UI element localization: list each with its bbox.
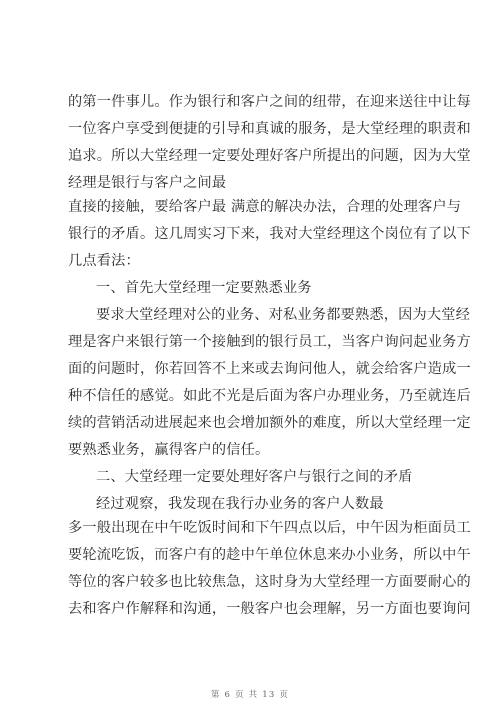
page-number: 第 6 页 共 13 页 bbox=[210, 690, 290, 700]
text-line: 理是客户来银行第一个接触到的银行员工，当客户询问起业务方 bbox=[68, 334, 471, 350]
text-line: 追求。所以大堂经理一定要处理好客户所提出的问题，因为大堂 bbox=[68, 148, 471, 164]
text-line: 一位客户享受到便捷的引导和真诚的服务，是大堂经理的职责和 bbox=[68, 121, 471, 137]
text-line: 要轮流吃饭，而客户有的趁中午单位休息来办小业务，所以中午 bbox=[68, 547, 471, 563]
text-line: 的第一件事儿。作为银行和客户之间的纽带，在迎来送往中让每 bbox=[68, 94, 471, 110]
text-line: 要熟悉业务，赢得客户的信任。 bbox=[68, 442, 270, 458]
text-line: 几点看法： bbox=[68, 253, 140, 269]
section-heading: 一、首先大堂经理一定要熟悉业务 bbox=[96, 280, 312, 296]
text-line: 续的营销活动进展起来也会增加额外的难度，所以大堂经理一定 bbox=[68, 415, 471, 431]
text-line: 面的问题时，你若回答不上来或去询问他人，就会给客户造成一 bbox=[68, 361, 471, 377]
section-heading: 二、大堂经理一定要处理好客户与银行之间的矛盾 bbox=[96, 469, 413, 485]
text-line: 银行的矛盾。这几周实习下来，我对大堂经理这个岗位有了以下 bbox=[68, 226, 471, 242]
text-line: 去和客户作解释和沟通，一般客户也会理解，另一方面也要询问 bbox=[68, 601, 471, 617]
text-line: 多一般出现在中午吃饭时间和下午四点以后，中午因为柜面员工 bbox=[68, 520, 471, 536]
text-line: 经理是银行与客户之间最 bbox=[68, 175, 227, 191]
text-line: 等位的客户较多也比较焦急，这时身为大堂经理一方面要耐心的 bbox=[68, 574, 471, 590]
text-line: 直接的接触，要给客户最 满意的解决办法，合理的处理客户与 bbox=[68, 199, 462, 215]
text-line: 要求大堂经理对公的业务、对私业务都要熟悉，因为大堂经 bbox=[96, 307, 471, 323]
text-line: 经过观察，我发现在我行办业务的客户人数最 bbox=[96, 496, 384, 512]
text-line: 种不信任的感觉。如此不光是后面为客户办理业务，乃至就连后 bbox=[68, 388, 471, 404]
